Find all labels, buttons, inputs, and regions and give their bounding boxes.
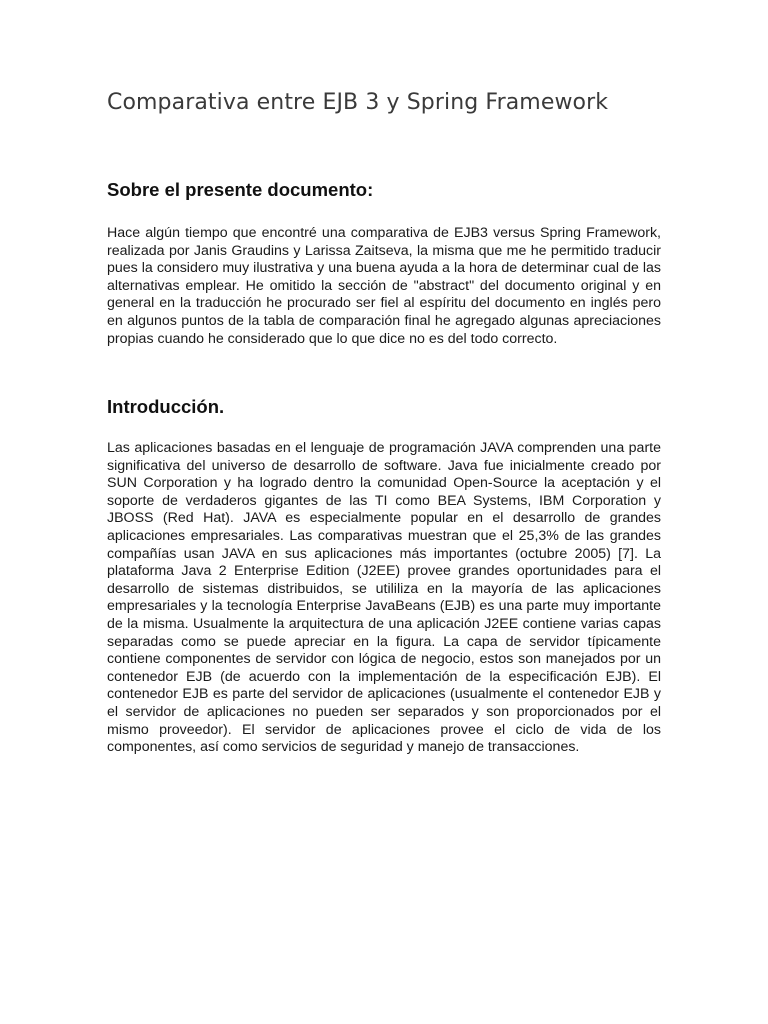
document-title: Comparativa entre EJB 3 y Spring Framework [107,90,609,115]
section-heading-sobre: Sobre el presente documento: [107,179,374,200]
section-paragraph-introduccion: Las aplicaciones basadas en el lenguaje de programación JAVA comprenden una parte significativa del universo de desarrollo de software. Java fue inicialmente creado por SUN Corporation y ha logrado dentro la comunidad Open-Source la aceptación y el soporte de verdaderos gigantes de las TI como BEA Systems, IBM Corporation y JBOSS (Red Hat). JAVA es especialmente popular en el desarrollo de grandes aplicaciones empresariales. Las comparativas muestran que el 25,3% de las grandes compañías usan JAVA en sus aplicaciones más importantes (octubre 2005) [7]. La plataforma Java 2 Enterprise Edition (J2EE) provee grandes oportunidades para el desarrollo de sistemas distribuidos, se utililiza en la mayoría de las aplicaciones empresariales y la tecnología Enterprise JavaBeans (EJB) es una parte muy importante de la misma. Usualmente la arquitectura de una aplicación J2EE contiene varias capas separadas como se puede apreciar en la figura. La capa de servidor típicamente contiene componentes de servidor con lógica de negocio, estos son manejados por un contenedor EJB (de acuerdo con la implementación de la especificación EJB). El contenedor EJB es parte del servidor de aplicaciones (usualmente el contenedor EJB y el servidor de aplicaciones no pueden ser separados y son proporcionados por el mismo proveedor). El servidor de aplicaciones provee el ciclo de vida de los componentes, así como servicios de seguridad y manejo de transacciones. [107,440,661,756]
section-heading-introduccion: Introducción. [107,396,225,417]
section-paragraph-sobre: Hace algún tiempo que encontré una comparativa de EJB3 versus Spring Framework, realizada por Janis Graudins y Larissa Zaitseva, la misma que me he permitido traducir pues la considero muy ilustrativa y una buena ayuda a la hora de determinar cual de las alternativas emplear. He omitido la sección de "abstract" del documento original y en general en la traducción he procurado ser fiel al espíritu del documento en inglés pero en algunos puntos de la tabla de comparación final he agregado algunas apreciaciones propias cuando he considerado que lo que dice no es del todo correcto. [107,225,661,347]
